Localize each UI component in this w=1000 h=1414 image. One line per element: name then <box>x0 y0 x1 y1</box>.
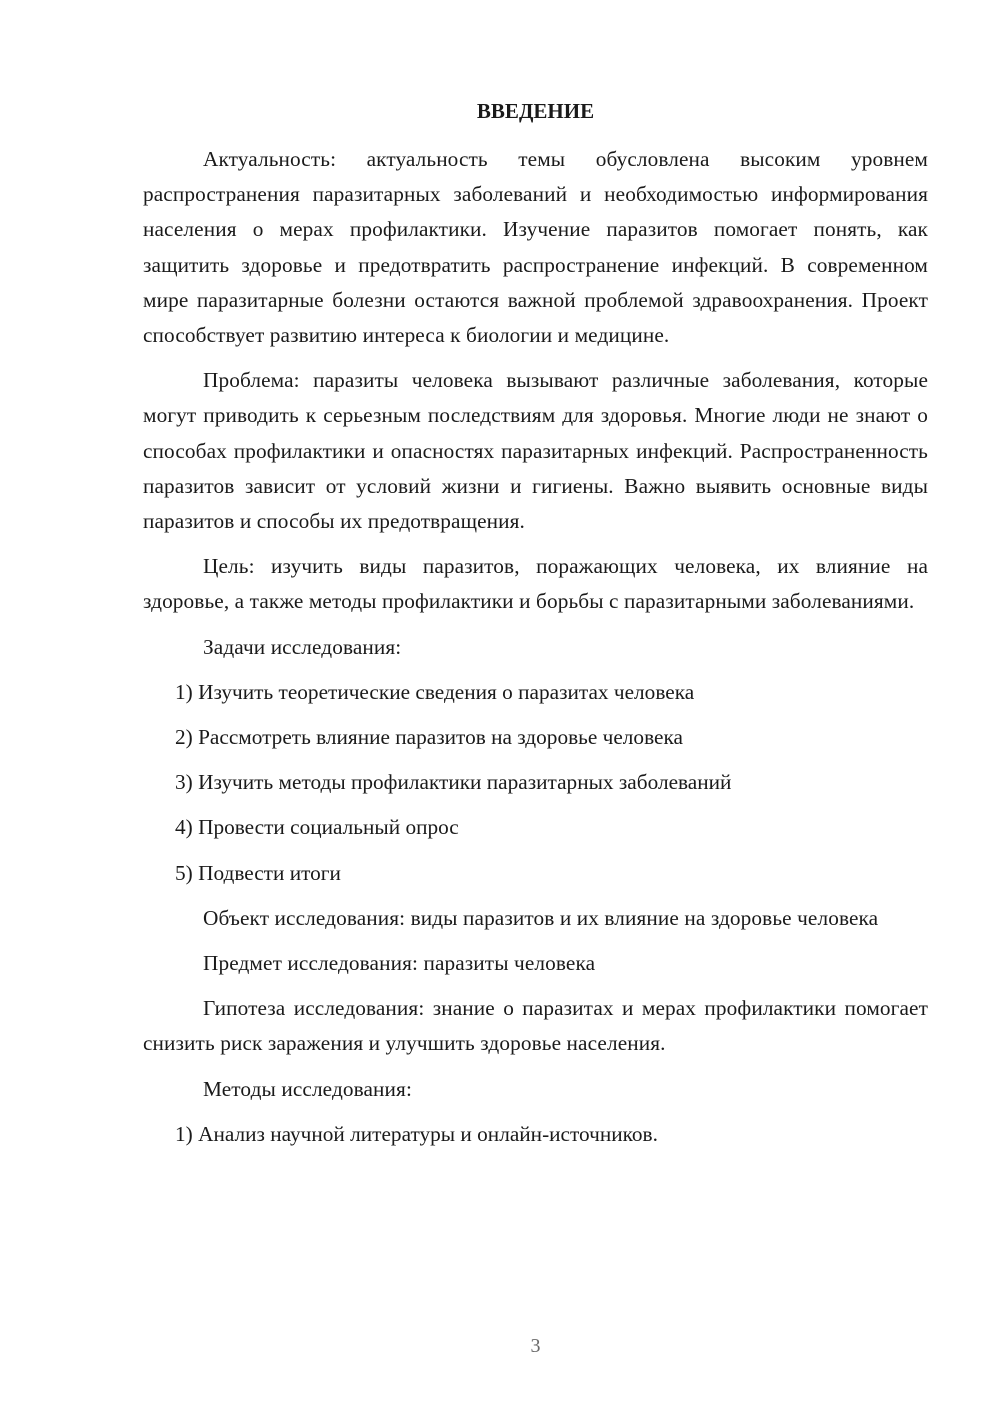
task-item: 1) Изучить теоретические сведения о паразитах человека <box>175 679 695 704</box>
task-item: 2) Рассмотреть влияние паразитов на здоровье человека <box>175 725 683 750</box>
page-number: 3 <box>530 1335 541 1357</box>
task-item: 4) Провести социальный опрос <box>175 815 459 840</box>
object-paragraph: Объект исследования: виды паразитов и их влияние на здоровье человека <box>203 905 879 930</box>
goal-paragraph: Цель: изучить виды паразитов, поражающих человека, их влияние на здоровье, а также методы профилактики и борьбы с паразитарными заболеваниями. <box>143 554 928 614</box>
document-page <box>143 0 928 1414</box>
page-title: ВВЕДЕНИЕ <box>476 99 595 123</box>
hypothesis-paragraph: Гипотеза исследования: знание о паразитах и мерах профилактики помогает снизить риск заражения и улучшить здоровье населения. <box>143 996 928 1056</box>
subject-paragraph: Предмет исследования: паразиты человека <box>203 951 596 976</box>
method-item: 1) Анализ научной литературы и онлайн-источников. <box>175 1121 658 1146</box>
tasks-heading: Задачи исследования: <box>203 634 402 659</box>
task-item: 5) Подвести итоги <box>175 860 341 885</box>
task-item: 3) Изучить методы профилактики паразитарных заболеваний <box>175 770 732 795</box>
relevance-paragraph: Актуальность: актуальность темы обусловлена высоким уровнем распространения паразитарных заболеваний и необходимостью информирования населения о мерах профилактики. Изучение паразитов помогает понять, как защитить здоровье и предотвратить распространение инфекций. В современном мире паразитарные болезни остаются важной проблемой здравоохранения. Проект способствует развитию интереса к биологии и медицине. <box>143 147 928 348</box>
methods-heading: Методы исследования: <box>203 1076 412 1101</box>
problem-paragraph: Проблема: паразиты человека вызывают различные заболевания, которые могут приводить к серьезным последствиям для здоровья. Многие люди не знают о способах профилактики и опасностях паразитарных инфекций. Распространенность паразитов зависит от условий жизни и гигиены. Важно выявить основные виды паразитов и способы их предотвращения. <box>143 368 928 534</box>
document-body <box>143 142 928 1152</box>
